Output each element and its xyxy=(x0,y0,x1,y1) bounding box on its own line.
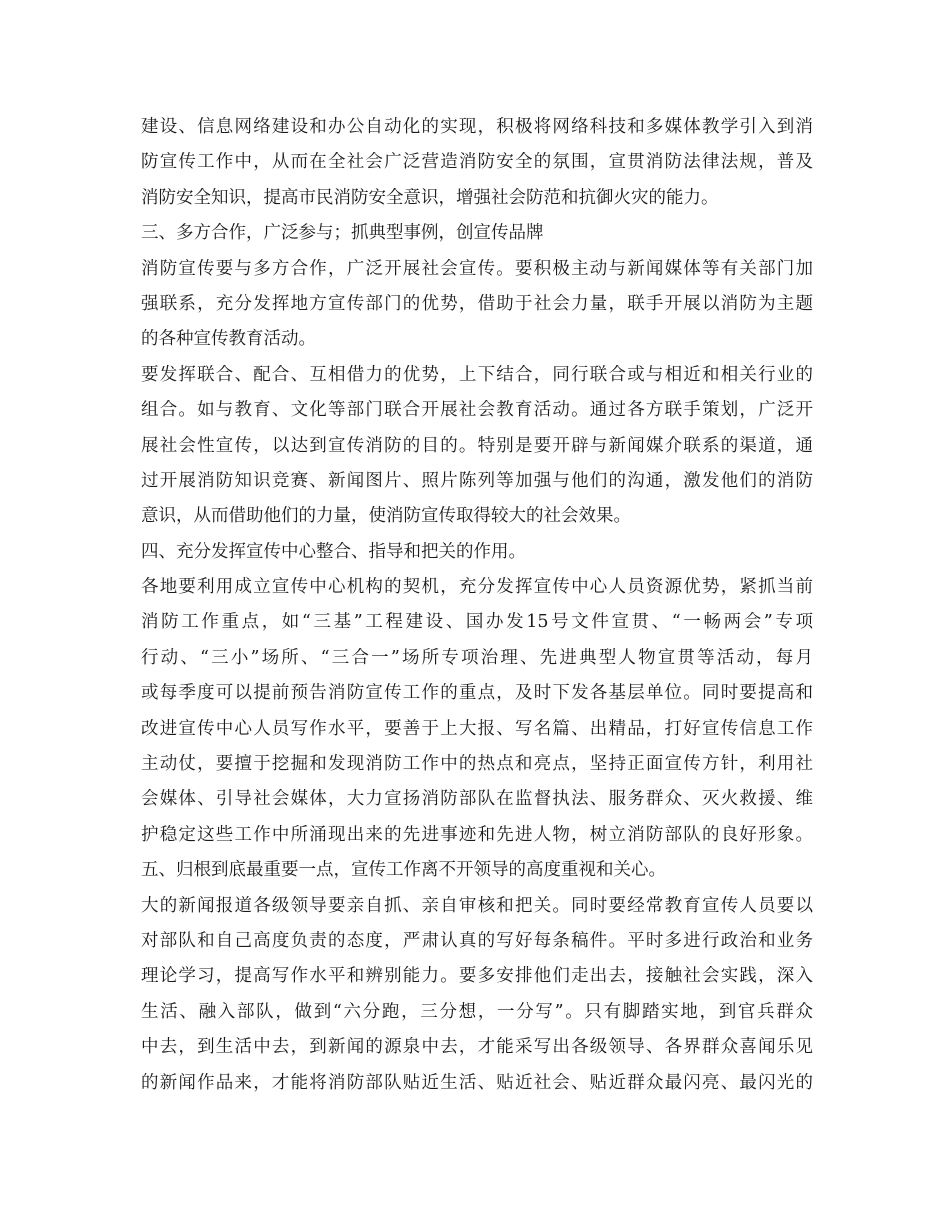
text-line: 防宣传工作中，从而在全社会广泛营造消防安全的氛围，宣贯消防法律法规，普及 xyxy=(141,152,813,173)
text-line: 理论学习，提高写作水平和辨别能力。要多安排他们走出去，接触社会实践，深入 xyxy=(141,966,813,987)
text-line: 的各种宣传教育活动。 xyxy=(141,329,316,350)
text-line: 强联系，充分发挥地方宣传部门的优势，借助于社会力量，联手开展以消防为主题 xyxy=(141,293,813,314)
document-body xyxy=(141,110,813,1101)
text-line: 三、多方合作，广泛参与；抓典型事例，创宣传品牌 xyxy=(141,223,544,244)
text-line: 要发挥联合、配合、互相借力的优势，上下结合，同行联合或与相近和相关行业的 xyxy=(141,364,813,385)
text-line: 组合。如与教育、文化等部门联合开展社会教育活动。通过各方联手策划，广泛开 xyxy=(141,400,813,421)
text-line: 对部队和自己高度负责的态度，严肃认真的写好每条稿件。平时多进行政治和业务 xyxy=(141,930,813,951)
text-line: 五、归根到底最重要一点，宣传工作离不开领导的高度重视和关心。 xyxy=(141,860,666,881)
text-line: 消防工作重点，如“三基”工程建设、国办发15号文件宣贯、“一畅两会”专项 xyxy=(141,612,813,633)
text-line: 会媒体、引导社会媒体，大力宣扬消防部队在监督执法、服务群众、灭火救援、维 xyxy=(141,789,813,810)
text-line: 过开展消防知识竞赛、新闻图片、照片陈列等加强与他们的沟通，激发他们的消防 xyxy=(141,470,813,491)
text-line: 建设、信息网络建设和办公自动化的实现，积极将网络科技和多媒体教学引入到消 xyxy=(141,117,813,137)
text-line: 生活、融入部队，做到“六分跑，三分想，一分写”。只有脚踏实地，到官兵群众 xyxy=(141,1001,813,1022)
text-line: 的新闻作品来，才能将消防部队贴近生活、贴近社会、贴近群众最闪亮、最闪光的 xyxy=(141,1072,813,1093)
text-line: 四、充分发挥宣传中心整合、指导和把关的作用。 xyxy=(141,541,526,562)
text-line: 消防宣传要与多方合作，广泛开展社会宣传。要积极主动与新闻媒体等有关部门加 xyxy=(141,258,813,279)
text-line: 行动、“三小”场所、“三合一”场所专项治理、先进典型人物宣贯等活动，每月 xyxy=(141,647,813,668)
text-line: 大的新闻报道各级领导要亲自抓、亲自审核和把关。同时要经常教育宣传人员要以 xyxy=(141,895,813,916)
text-line: 各地要利用成立宣传中心机构的契机，充分发挥宣传中心人员资源优势，紧抓当前 xyxy=(141,577,813,598)
text-line: 展社会性宣传，以达到宣传消防的目的。特别是要开辟与新闻媒介联系的渠道，通 xyxy=(141,435,813,456)
text-line: 消防安全知识，提高市民消防安全意识，增强社会防范和抗御火灾的能力。 xyxy=(141,187,719,208)
text-line: 主动仗，要擅于挖掘和发现消防工作中的热点和亮点，坚持正面宣传方针，利用社 xyxy=(141,754,813,775)
text-line: 护稳定这些工作中所涌现出来的先进事迹和先进人物，树立消防部队的良好形象。 xyxy=(141,824,813,845)
text-line: 改进宣传中心人员写作水平，要善于上大报、写名篇、出精品，打好宣传信息工作 xyxy=(141,718,813,739)
text-line: 意识，从而借助他们的力量，使消防宣传取得较大的社会效果。 xyxy=(141,506,631,527)
text-line: 中去，到生活中去，到新闻的源泉中去，才能采写出各级领导、各界群众喜闻乐见 xyxy=(141,1037,813,1058)
text-line: 或每季度可以提前预告消防宣传工作的重点，及时下发各基层单位。同时要提高和 xyxy=(141,683,813,704)
